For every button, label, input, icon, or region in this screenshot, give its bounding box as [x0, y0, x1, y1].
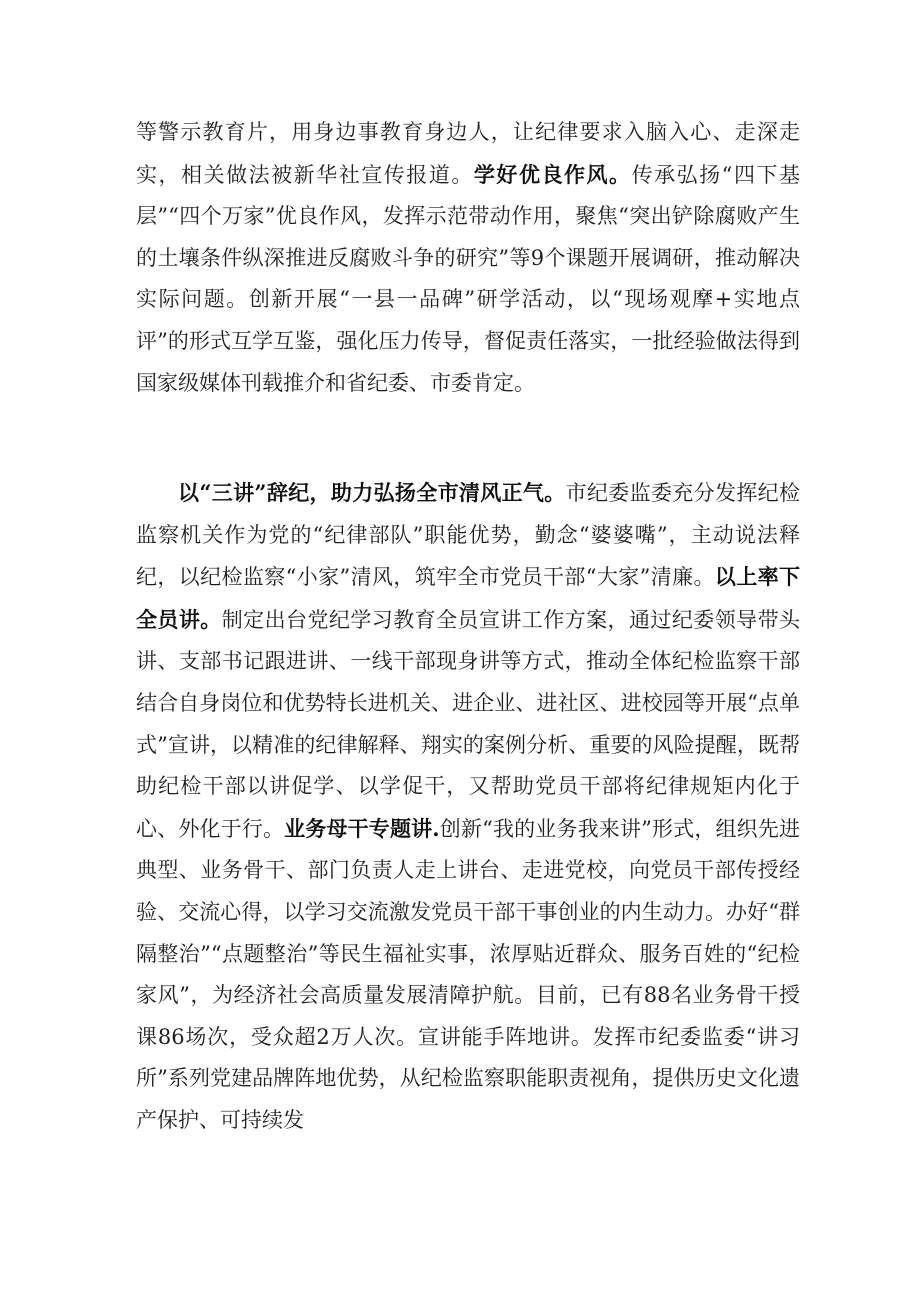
paragraph-2 — [136, 472, 800, 1142]
paragraph-2-text-1: 市纪委监委充分发挥纪检监察机关作为党的“纪律部队”职能优势，勤念“婆婆嘴”，主动说法释纪，以纪检监察“小家”清风，筑牢全市党员干部“大家”清廉。 — [136, 481, 800, 590]
paragraph-2-heading-lead-by-example: 以上率下全员讲。 — [136, 564, 800, 632]
paragraph-2-text-3: 创新“我的业务我来讲”形式，组织先进典型、业务骨干、部门负责人走上讲台、走进党校，向党员干部传授经验、交流心得，以学习交流激发党员干部干事创业的内生动力。办好“群隔整治”“点题整治”等民生福祉实事，浓厚贴近群众、服务百姓的“纪检家风”，为经济社会高质量发展清障护航。目前，已有88名业务骨干授课86场次，受众超2万人次。宣讲能手阵地讲。发挥市纪委监委“讲习所”系列党建品牌阵地优势，从纪检监察职能职责视角，提供历史文化遗产保护、可持续发 — [136, 816, 800, 1132]
paragraph-2-text-2: 制定出台党纪学习教育全员宣讲工作方案，通过纪委领导带头讲、支部书记跟进讲、一线干部现身讲等方式，推动全体纪检监察干部结合自身岗位和优势特长进机关、进企业、进社区、进校园等开展“点单式”宣讲，以精准的纪律解释、翔实的案例分析、重要的风险提醒，既帮助纪检干部以讲促学、以学促干，又帮助党员干部将纪律规矩内化于心、外化于行。 — [136, 607, 800, 841]
paragraph-1 — [136, 112, 800, 404]
paragraph-1-heading-study-style: 学好优良作风。 — [473, 161, 632, 187]
paragraph-2-heading-business-talks: 业务母干专题讲. — [284, 815, 440, 841]
paragraph-2-heading-three-talks: 以“三讲”辞纪，助力弘扬全市清风正气。 — [178, 480, 566, 505]
paragraph-1-text-2: 传承弘扬“四下基层”“四个万家”优良作风，发挥示范带动作用，聚焦“突出铲除腐败产生的土壤条件纵深推进反腐败斗争的研究”等9个课题开展调研，推动解决实际问题。创新开展“一县一品碑”研学活动，以“现场观摩+实地点评”的形式互学互鉴，强化压力传导，督促责任落实，一批经验做法得到国家级媒体刊载推介和省纪委、市委肯定。 — [136, 162, 800, 395]
paragraph-1-text-1: 等警示教育片，用身边事教育身边人，让纪律要求入脑入心、走深走实，相关做法被新华社宣传报道。 — [136, 120, 800, 187]
